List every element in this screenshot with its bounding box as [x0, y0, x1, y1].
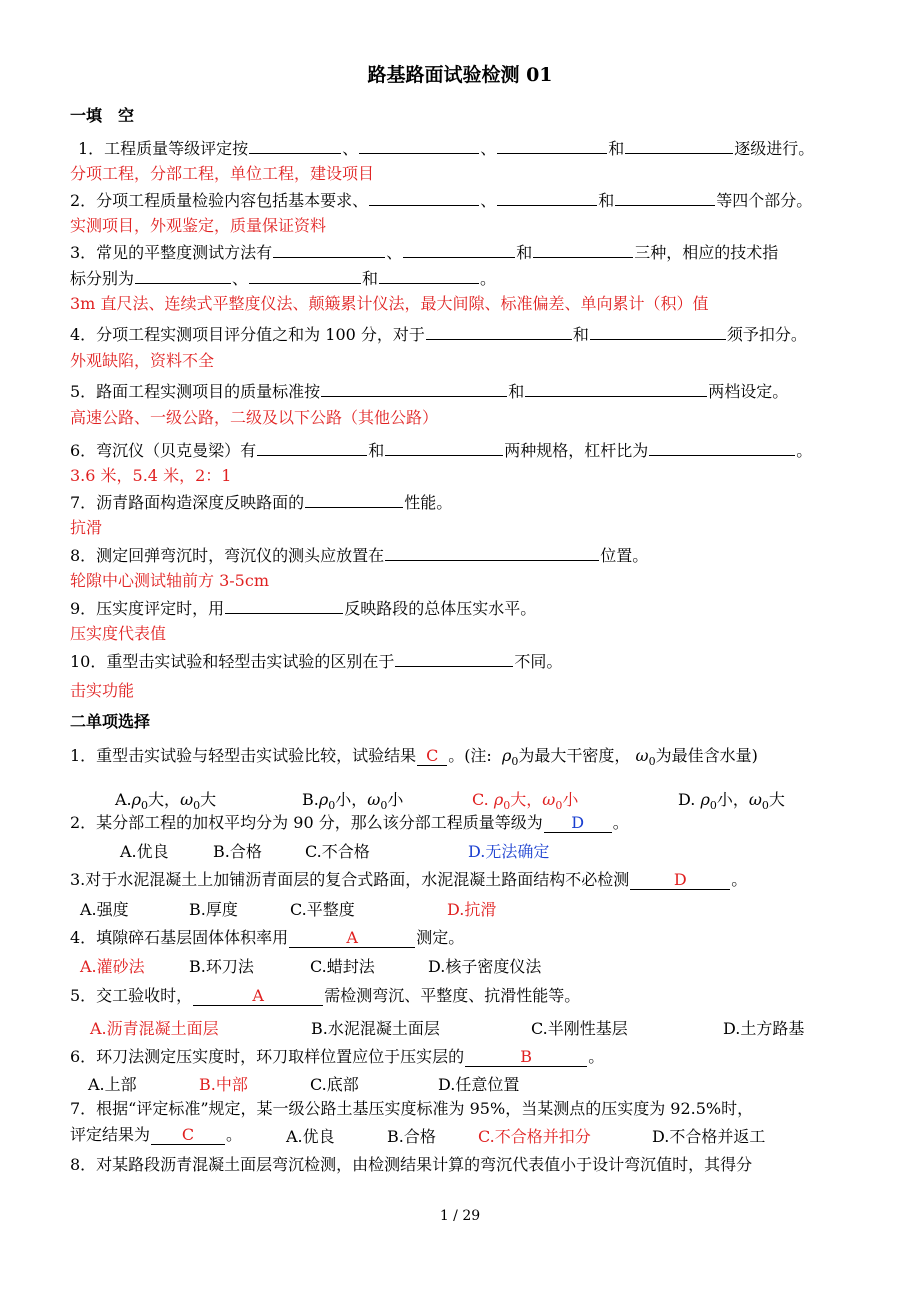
answer-blank: D	[630, 871, 730, 890]
option-b: B.环刀法	[189, 957, 254, 976]
answer-4: 外观缺陷，资料不全	[70, 351, 215, 370]
question-3-continued: 标分别为 、 和 。	[70, 269, 497, 288]
option-a: A.灌砂法	[80, 957, 145, 976]
blank	[249, 267, 361, 284]
blank	[649, 439, 795, 456]
option-c: C.平整度	[290, 900, 355, 919]
option-b: B.合格	[387, 1127, 436, 1146]
question-7: 7．沥青路面构造深度反映路面的 性能。	[70, 493, 453, 512]
section-fill-blank-heading: 一填 空	[70, 106, 135, 125]
option-d: D.无法确定	[468, 842, 550, 861]
answer-2: 实测项目，外观鉴定，质量保证资料	[70, 216, 327, 235]
option-a: $A.\rho_0$大，$\omega_0$大	[115, 790, 217, 813]
choice-question-4: 4．填隙碎石基层固体体积率用 A 测定。	[70, 928, 465, 947]
option-c: C.半刚性基层	[531, 1019, 628, 1038]
choice-question-6: 6．环刀法测定压实度时，环刀取样位置应位于压实层的 B 。	[70, 1047, 605, 1066]
answer-7: 抗滑	[70, 518, 103, 537]
option-d: D.核子密度仪法	[428, 957, 542, 976]
blank	[359, 137, 479, 154]
option-d: D. $\rho_0$小，$\omega_0$大	[678, 790, 785, 813]
choice-question-7: 7．根据“评定标准”规定，某一级公路土基压实度标准为 95%，当某测点的压实度为 92.5%时，	[70, 1099, 754, 1118]
answer-blank: B	[465, 1048, 587, 1067]
blank	[426, 323, 572, 340]
answer-5: 高速公路、一级公路，二级及以下公路（其他公路）	[70, 408, 439, 427]
option-a: A.沥青混凝土面层	[90, 1019, 219, 1038]
choice-question-1: 1．重型击实试验与轻型击实试验比较，试验结果 C 。(注: $\rho_0$为最大干密度， $\omega_0$为最佳含水量)	[70, 746, 758, 769]
question-4: 4．分项工程实测项目评分值之和为 100 分，对于 和 须予扣分。	[70, 325, 807, 344]
answer-blank: C	[151, 1126, 225, 1145]
blank	[257, 439, 367, 456]
answer-3: 3m 直尺法、连续式平整度仪法、颠簸累计仪法，最大间隙、标准偏差、单向累计（积）值	[70, 294, 709, 313]
option-b: B.合格	[213, 842, 262, 861]
page-number: 1 / 29	[439, 1208, 481, 1224]
option-b: B.厚度	[189, 900, 238, 919]
question-9: 9．压实度评定时，用 反映路段的总体压实水平。	[70, 599, 537, 618]
option-a: A.强度	[80, 900, 129, 919]
blank	[305, 491, 403, 508]
option-b: B.水泥混凝土面层	[311, 1019, 440, 1038]
answer-10: 击实功能	[70, 681, 135, 700]
blank	[273, 241, 385, 258]
blank	[403, 241, 515, 258]
answer-blank: C	[417, 747, 447, 766]
option-c: C.不合格	[305, 842, 370, 861]
blank	[385, 544, 599, 561]
option-a: A.优良	[286, 1127, 335, 1146]
option-d: D.抗滑	[447, 900, 497, 919]
option-b: $B.\rho_0$小，$\omega_0$小	[302, 790, 404, 813]
blank	[321, 380, 507, 397]
answer-8: 轮隙中心测试轴前方 3-5cm	[70, 571, 269, 590]
option-d: D.不合格并返工	[652, 1127, 766, 1146]
answer-6: 3.6 米，5.4 米，2：1	[70, 466, 232, 485]
answer-9: 压实度代表值	[70, 624, 167, 643]
blank	[249, 137, 341, 154]
blank	[533, 241, 633, 258]
choice-question-5: 5．交工验收时， A 需检测弯沉、平整度、抗滑性能等。	[70, 986, 581, 1005]
blank	[385, 439, 503, 456]
question-6: 6．弯沉仪（贝克曼梁）有 和 两种规格，杠杆比为 。	[70, 441, 813, 460]
question-2: 2．分项工程质量检验内容包括基本要求、 、 和 等四个部分。	[70, 191, 813, 210]
option-c: C. $\rho_0$大，$\omega_0$小	[472, 790, 579, 813]
answer-blank: A	[193, 987, 323, 1006]
page-title: 路基路面试验检测 01	[367, 64, 553, 86]
question-5: 5．路面工程实测项目的质量标准按 和 两档设定。	[70, 382, 789, 401]
blank	[379, 267, 479, 284]
answer-blank: A	[289, 929, 415, 948]
choice-question-7-continued: 评定结果为 C 。	[70, 1125, 243, 1144]
answer-1: 分项工程，分部工程，单位工程，建设项目	[70, 164, 375, 183]
blank	[590, 323, 726, 340]
question-1: 1．工程质量等级评定按 、 、 和 逐级进行。	[78, 139, 815, 158]
option-a: A.上部	[88, 1075, 137, 1094]
option-a: A.优良	[120, 842, 169, 861]
option-c: C.蜡封法	[310, 957, 375, 976]
choice-question-8: 8．对某路段沥青混凝土面层弯沉检测，由检测结果计算的弯沉代表值小于设计弯沉值时，其得分	[70, 1155, 753, 1174]
blank	[395, 650, 513, 667]
option-c: C.底部	[310, 1075, 359, 1094]
blank	[625, 137, 733, 154]
option-d: D.任意位置	[438, 1075, 520, 1094]
question-3: 3．常见的平整度测试方法有 、 和 三种，相应的技术指	[70, 243, 779, 262]
choice-question-2: 2．某分部工程的加权平均分为 90 分，那么该分部工程质量等级为 D 。	[70, 813, 629, 832]
section-single-choice-heading: 二单项选择	[70, 712, 151, 731]
question-10: 10．重型击实试验和轻型击实试验的区别在于 不同。	[70, 652, 563, 671]
choice-question-3: 3.对于水泥混凝土上加铺沥青面层的复合式路面，水泥混凝土路面结构不必检测 D 。	[70, 870, 748, 889]
blank	[369, 189, 479, 206]
blank	[525, 380, 707, 397]
blank	[615, 189, 715, 206]
question-8: 8．测定回弹弯沉时，弯沉仪的测头应放置在 位置。	[70, 546, 649, 565]
answer-blank: D	[544, 814, 612, 833]
blank	[225, 597, 343, 614]
blank	[135, 267, 231, 284]
option-c: C.不合格并扣分	[478, 1127, 591, 1146]
blank	[497, 189, 597, 206]
option-d: D.土方路基	[723, 1019, 805, 1038]
blank	[497, 137, 607, 154]
option-b: B.中部	[199, 1075, 248, 1094]
